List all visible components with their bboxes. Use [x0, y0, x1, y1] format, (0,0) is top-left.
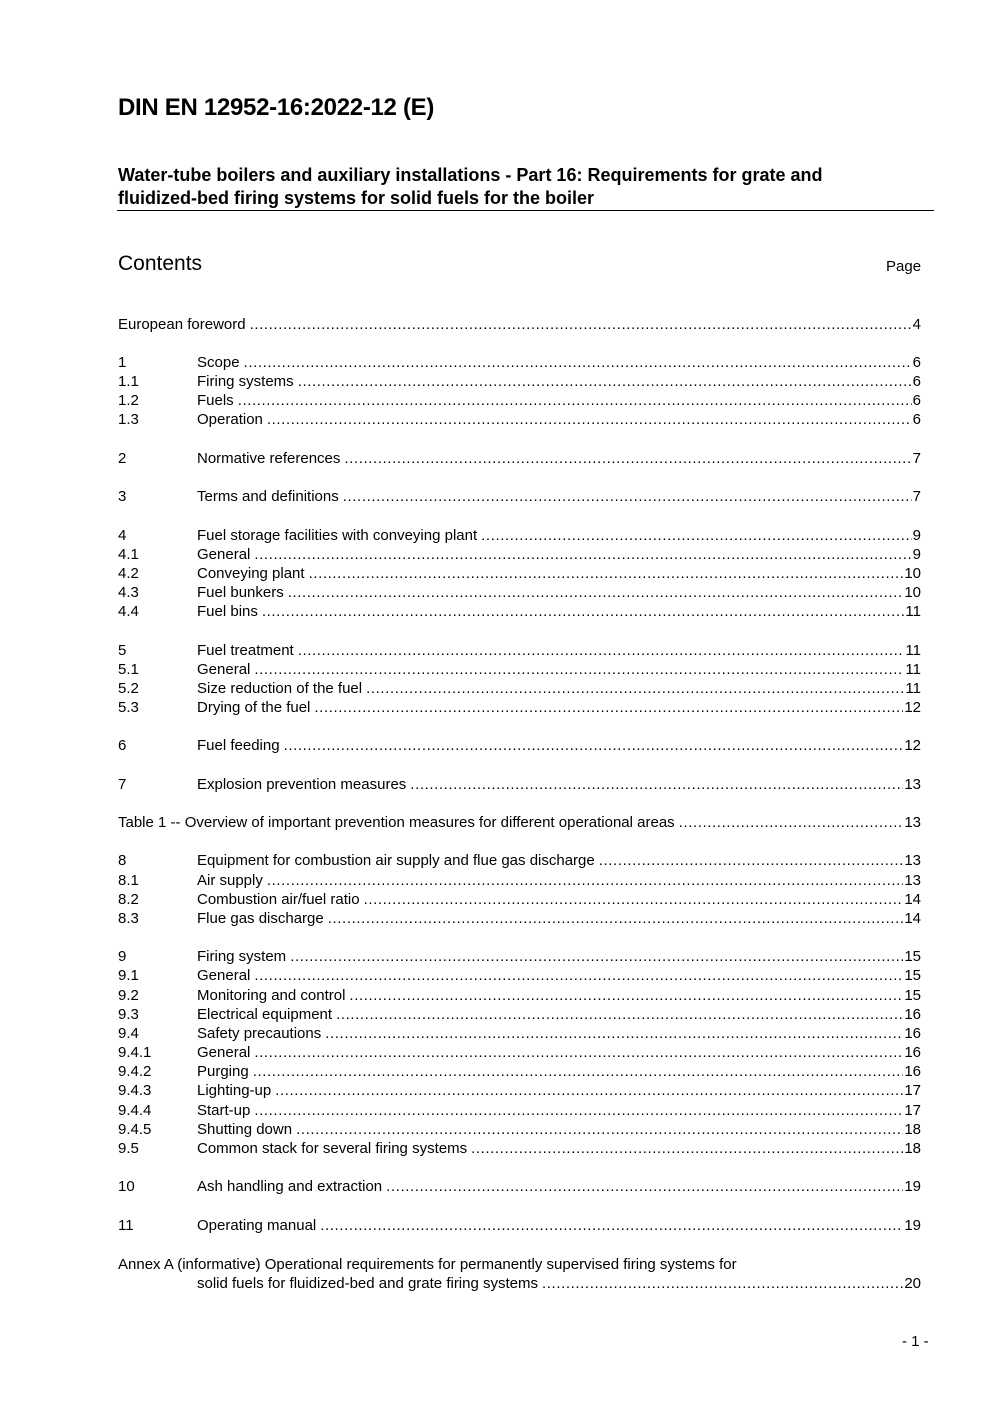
toc-entry-label: Common stack for several firing systems — [197, 1140, 468, 1157]
toc-entry-number: 5.2 — [118, 680, 139, 697]
toc-entry-number: 1.1 — [118, 373, 139, 390]
toc-entry[interactable] — [118, 775, 921, 794]
toc-entry[interactable] — [118, 1043, 921, 1062]
toc-entry-page: 15 — [904, 987, 921, 1004]
toc-entry[interactable] — [118, 890, 921, 909]
toc-entry-label: Firing systems — [197, 373, 294, 390]
toc-leader-dots — [386, 1177, 903, 1196]
toc-entry-number: 1 — [118, 354, 127, 371]
toc-entry-label: Operating manual — [197, 1217, 317, 1234]
toc-entry-label: Scope — [197, 354, 240, 371]
toc-leader-dots — [309, 564, 904, 583]
toc-entry-number: 9.4.5 — [118, 1121, 152, 1138]
toc-leader-dots — [679, 813, 904, 832]
toc-entry-number: 5.1 — [118, 661, 139, 678]
toc-entry-number: 9 — [118, 948, 127, 965]
toc-entry[interactable] — [118, 1005, 921, 1024]
toc-leader-dots — [328, 909, 904, 928]
toc-entry-number: 4.3 — [118, 584, 139, 601]
toc-leader-dots — [325, 1024, 903, 1043]
toc-entry-number: 9.4.2 — [118, 1063, 152, 1080]
toc-entry[interactable] — [118, 1216, 921, 1235]
toc-entry-page: 10 — [904, 565, 921, 582]
document-title-line-2: fluidized-bed firing systems for solid fuels for the boiler — [118, 188, 595, 208]
toc-entry[interactable] — [118, 966, 921, 985]
toc-entry-page: 16 — [904, 1025, 921, 1042]
toc-entry-label: Electrical equipment — [197, 1006, 333, 1023]
toc-entry-page: 17 — [904, 1082, 921, 1099]
toc-entry-page: 18 — [904, 1121, 921, 1138]
page-column-heading: Page — [886, 258, 922, 275]
toc-entry-label: Fuel bunkers — [197, 584, 284, 601]
toc-leader-dots — [267, 871, 903, 890]
document-title — [118, 164, 918, 210]
toc-entry[interactable] — [118, 487, 921, 506]
toc-entry-label: General — [197, 1044, 251, 1061]
toc-entry-number: 4.2 — [118, 565, 139, 582]
toc-entry-label: General — [197, 661, 251, 678]
toc-entry-label: Shutting down — [197, 1121, 293, 1138]
toc-leader-dots — [320, 1216, 903, 1235]
toc-entry-number: 3 — [118, 488, 127, 505]
toc-entry-number: 9.4.1 — [118, 1044, 152, 1061]
toc-leader-dots — [336, 1005, 903, 1024]
annex-a-title-line-2: solid fuels for fluidized-bed and grate firing systems — [197, 1275, 539, 1292]
toc-leader-dots — [244, 353, 912, 372]
toc-entry-number: 9.4.4 — [118, 1102, 152, 1119]
toc-entry[interactable] — [118, 736, 921, 755]
document-id: DIN EN 12952-16:2022-12 (E) — [118, 94, 435, 121]
toc-entry-number: 6 — [118, 737, 127, 754]
toc-entry-label: Drying of the fuel — [197, 699, 311, 716]
toc-entry-label: General — [197, 967, 251, 984]
toc-entry-page: 14 — [904, 891, 921, 908]
toc-entry-page: 16 — [904, 1044, 921, 1061]
toc-leader-dots — [254, 966, 903, 985]
toc-entry-page: 6 — [912, 373, 921, 390]
toc-leader-dots — [366, 679, 904, 698]
toc-entry[interactable] — [118, 1139, 921, 1158]
toc-leader-dots — [599, 851, 904, 870]
toc-leader-dots — [410, 775, 903, 794]
toc-entry[interactable] — [118, 353, 921, 372]
toc-entry-label: Fuel bins — [197, 603, 258, 620]
toc-entry[interactable] — [118, 372, 921, 391]
toc-entry[interactable] — [118, 813, 921, 832]
toc-leader-dots — [481, 526, 912, 545]
toc-entry-label: European foreword — [118, 316, 246, 333]
toc-entry[interactable] — [118, 909, 921, 928]
toc-entry-page: 12 — [904, 737, 921, 754]
toc-entry[interactable] — [118, 583, 921, 602]
toc-entry-page: 11 — [905, 680, 921, 697]
toc-entry[interactable] — [118, 1177, 921, 1196]
toc-entry-number: 8.1 — [118, 872, 139, 889]
toc-leader-dots — [284, 736, 904, 755]
contents-heading: Contents — [118, 252, 203, 275]
toc-leader-dots — [344, 449, 911, 468]
toc-entry-page: 11 — [905, 603, 921, 620]
toc-entry-label: General — [197, 546, 251, 563]
toc-entry-label: Fuels — [197, 392, 234, 409]
toc-entry-number: 11 — [118, 1217, 134, 1234]
toc-leader-dots — [343, 487, 912, 506]
toc-entry-page: 6 — [912, 392, 921, 409]
toc-entry-number: 1.3 — [118, 411, 139, 428]
annex-a-entry[interactable] — [118, 1274, 921, 1293]
toc-entry-label: Normative references — [197, 450, 341, 467]
toc-entry-label: Ash handling and extraction — [197, 1178, 383, 1195]
toc-entry-label: Monitoring and control — [197, 987, 346, 1004]
annex-a-title-line-1[interactable]: Annex A (informative) Operational requirements for permanently supervised firing systems for — [118, 1256, 737, 1273]
toc-entry-page: 13 — [904, 814, 921, 831]
toc-entry-page: 17 — [904, 1102, 921, 1119]
toc-entry-number: 9.3 — [118, 1006, 139, 1023]
toc-leader-dots — [288, 583, 904, 602]
toc-entry-page: 16 — [904, 1063, 921, 1080]
toc-entry-page: 4 — [912, 316, 921, 333]
toc-entry-label: Fuel treatment — [197, 642, 294, 659]
toc-entry-number: 4.1 — [118, 546, 139, 563]
toc-entry-label: Flue gas discharge — [197, 910, 324, 927]
toc-entry-label: Explosion prevention measures — [197, 776, 407, 793]
toc-entry-label: Table 1 -- Overview of important prevention measures for different operational areas — [118, 814, 675, 831]
toc-entry-page: 9 — [912, 527, 921, 544]
toc-entry-page: 15 — [904, 967, 921, 984]
toc-entry-label: Fuel storage facilities with conveying plant — [197, 527, 478, 544]
toc-leader-dots — [364, 890, 904, 909]
toc-entry[interactable] — [118, 545, 921, 564]
toc-entry-label: Operation — [197, 411, 263, 428]
toc-entry-label: Combustion air/fuel ratio — [197, 891, 360, 908]
toc-entry-label: Equipment for combustion air supply and flue gas discharge — [197, 852, 595, 869]
toc-leader-dots — [253, 1062, 904, 1081]
toc-entry-page: 20 — [904, 1275, 921, 1292]
toc-entry[interactable] — [118, 679, 921, 698]
toc-leader-dots — [542, 1274, 903, 1293]
toc-entry-page: 13 — [904, 776, 921, 793]
toc-entry-label: Purging — [197, 1063, 249, 1080]
toc-entry[interactable] — [118, 698, 921, 717]
toc-entry[interactable] — [118, 851, 921, 870]
toc-entry-page: 16 — [904, 1006, 921, 1023]
toc-entry[interactable] — [118, 449, 921, 468]
toc-entry[interactable] — [118, 1101, 921, 1120]
toc-entry[interactable] — [118, 1120, 921, 1139]
toc-leader-dots — [471, 1139, 903, 1158]
toc-entry-label: Size reduction of the fuel — [197, 680, 363, 697]
toc-entry[interactable] — [118, 315, 921, 334]
toc-entry-label: Safety precautions — [197, 1025, 322, 1042]
toc-entry-label: Fuel feeding — [197, 737, 280, 754]
toc-entry[interactable] — [118, 660, 921, 679]
toc-entry-number: 9.4.3 — [118, 1082, 152, 1099]
toc-entry-page: 7 — [912, 450, 921, 467]
toc-leader-dots — [238, 391, 912, 410]
toc-entry[interactable] — [118, 1024, 921, 1043]
toc-entry-page: 13 — [904, 852, 921, 869]
toc-leader-dots — [254, 1043, 903, 1062]
toc-entry-label: Terms and definitions — [197, 488, 339, 505]
toc-entry-number: 9.5 — [118, 1140, 139, 1157]
toc-entry-number: 4 — [118, 527, 127, 544]
toc-entry-page: 7 — [912, 488, 921, 505]
toc-entry-label: Start-up — [197, 1102, 251, 1119]
document-title-line-1: Water-tube boilers and auxiliary installations - Part 16: Requirements for grate and — [118, 165, 823, 185]
toc-entry-number: 10 — [118, 1178, 135, 1195]
toc-entry-number: 8.2 — [118, 891, 139, 908]
toc-leader-dots — [250, 315, 912, 334]
toc-leader-dots — [349, 986, 903, 1005]
toc-leader-dots — [267, 410, 912, 429]
toc-leader-dots — [254, 1101, 903, 1120]
toc-entry[interactable] — [118, 1081, 921, 1100]
toc-entry-label: Lighting-up — [197, 1082, 272, 1099]
toc-entry-label: Air supply — [197, 872, 263, 889]
toc-entry-page: 9 — [912, 546, 921, 563]
toc-entry[interactable] — [118, 641, 921, 660]
toc-entry[interactable] — [118, 1062, 921, 1081]
toc-entry[interactable] — [118, 871, 921, 890]
toc-entry[interactable] — [118, 564, 921, 583]
toc-entry-page: 14 — [904, 910, 921, 927]
toc-leader-dots — [314, 698, 903, 717]
toc-entry-page: 6 — [912, 411, 921, 428]
toc-leader-dots — [298, 372, 912, 391]
toc-entry-label: Conveying plant — [197, 565, 305, 582]
toc-entry-page: 18 — [904, 1140, 921, 1157]
toc-entry-number: 8.3 — [118, 910, 139, 927]
title-underline — [117, 210, 934, 211]
toc-entry-page: 11 — [905, 642, 921, 659]
toc-entry-number: 9.4 — [118, 1025, 139, 1042]
toc-entry-number: 1.2 — [118, 392, 139, 409]
toc-leader-dots — [290, 947, 903, 966]
toc-leader-dots — [275, 1081, 903, 1100]
toc-entry-page: 19 — [904, 1178, 921, 1195]
toc-entry-page: 15 — [904, 948, 921, 965]
toc-entry[interactable] — [118, 526, 921, 545]
page-number: - 1 - — [902, 1333, 929, 1350]
toc-entry-page: 12 — [904, 699, 921, 716]
toc-entry-number: 4.4 — [118, 603, 139, 620]
toc-entry-number: 5.3 — [118, 699, 139, 716]
toc-entry-number: 9.1 — [118, 967, 139, 984]
toc-entry-number: 2 — [118, 450, 127, 467]
toc-entry-page: 19 — [904, 1217, 921, 1234]
toc-entry-page: 11 — [905, 661, 921, 678]
toc-entry-page: 13 — [904, 872, 921, 889]
toc-entry-number: 7 — [118, 776, 127, 793]
toc-entry[interactable] — [118, 986, 921, 1005]
toc-entry-page: 6 — [912, 354, 921, 371]
toc-entry-number: 9.2 — [118, 987, 139, 1004]
toc-leader-dots — [298, 641, 905, 660]
toc-entry-page: 10 — [904, 584, 921, 601]
toc-entry-label: Firing system — [197, 948, 287, 965]
toc-entry-number: 5 — [118, 642, 127, 659]
toc-leader-dots — [262, 602, 905, 621]
toc-entry[interactable] — [118, 391, 921, 410]
toc-leader-dots — [254, 660, 904, 679]
toc-entry[interactable] — [118, 410, 921, 429]
toc-leader-dots — [254, 545, 911, 564]
toc-leader-dots — [296, 1120, 903, 1139]
toc-entry[interactable] — [118, 947, 921, 966]
toc-entry[interactable] — [118, 602, 921, 621]
toc-entry-number: 8 — [118, 852, 127, 869]
